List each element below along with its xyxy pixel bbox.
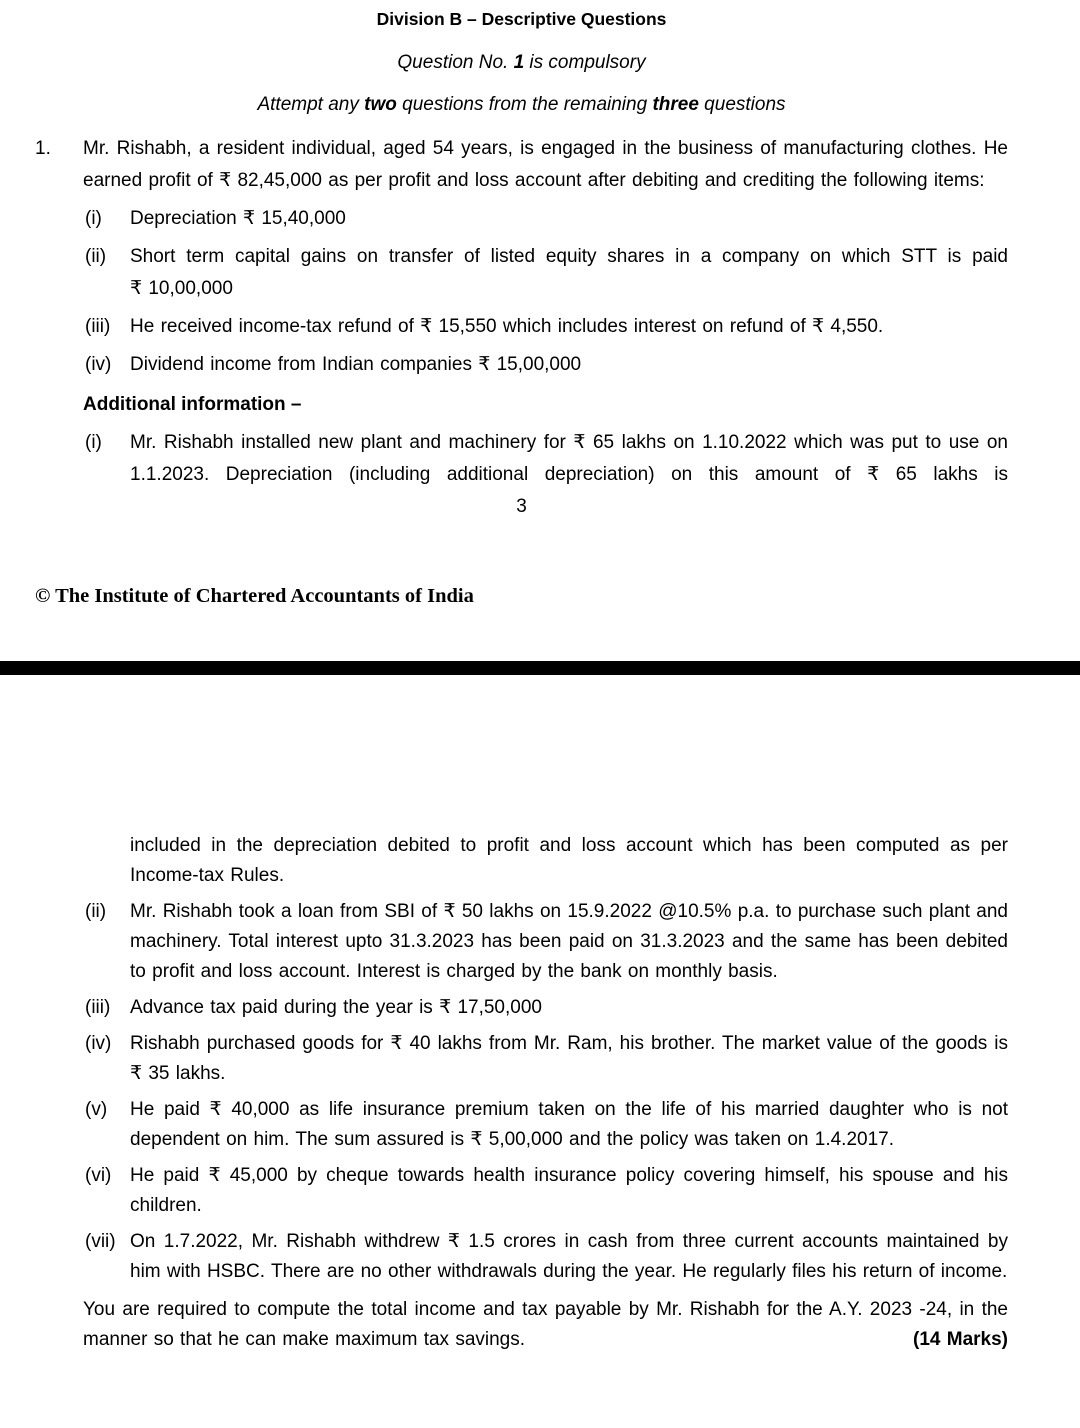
item-label: (vi) bbox=[85, 1165, 112, 1186]
additional-item-i bbox=[35, 427, 1008, 491]
note-attempt-pre: Attempt any bbox=[257, 94, 365, 115]
item-text: He received income-tax refund of ₹ 15,550 which includes interest on refund of ₹ 4,550. bbox=[130, 316, 884, 337]
question-item-ii-contd bbox=[35, 897, 1008, 987]
item-text: Depreciation ₹ 15,40,000 bbox=[130, 208, 346, 229]
item-text: On 1.7.2022, Mr. Rishabh withdrew ₹ 1.5 crores in cash from three current accounts maintained by him with HSBC. There are no other withdrawals during the year. He regularly files his return of income. bbox=[130, 1231, 1008, 1282]
item-label: (iv) bbox=[85, 354, 112, 375]
section-title: Division B – Descriptive Questions bbox=[376, 9, 667, 29]
item-label: (ii) bbox=[85, 246, 107, 267]
question-item-i bbox=[35, 203, 1008, 235]
note-compulsory bbox=[35, 52, 1008, 74]
question-number: 1. bbox=[35, 138, 51, 159]
item-text: Dividend income from Indian companies ₹ 15,00,000 bbox=[130, 354, 582, 375]
question-continuation: included in the depreciation debited to profit and loss account which has been computed as per Income-tax Rules. bbox=[130, 835, 1008, 886]
page-3-fragment bbox=[0, 0, 1080, 608]
item-text: He paid ₹ 40,000 as life insurance premium taken on the life of his married daughter who is not dependent on him. The sum assured is ₹ 5,00,000 and the policy was taken on 1.4.2017. bbox=[130, 1099, 1008, 1150]
note-compulsory-bold: 1 bbox=[513, 52, 525, 73]
page-separator bbox=[0, 661, 1080, 675]
question-item-v-contd bbox=[35, 1095, 1008, 1155]
item-label: (iv) bbox=[85, 1033, 112, 1054]
note-attempt-bold1: two bbox=[364, 94, 397, 115]
question-intro: Mr. Rishabh, a resident individual, aged 54 years, is engaged in the business of manufacturing clothes. He earned profit of ₹ 82,45,000 as per profit and loss account after debiting and crediting the following items: bbox=[83, 138, 1008, 191]
closing-paragraph bbox=[35, 1295, 1008, 1355]
question-item-ii bbox=[35, 241, 1008, 305]
question-1 bbox=[35, 133, 1008, 197]
item-label: (i) bbox=[85, 208, 102, 229]
item-text: Mr. Rishabh took a loan from SBI of ₹ 50 lakhs on 15.9.2022 @10.5% p.a. to purchase such plant and machinery. Total interest upto 31.3.2023 has been paid on 31.3.2023 and the same has been debited to profit and loss account. Interest is charged by the bank on monthly basis. bbox=[130, 901, 1008, 982]
question-item-vi-contd bbox=[35, 1161, 1008, 1221]
item-label: (iii) bbox=[85, 997, 111, 1018]
note-attempt bbox=[35, 94, 1008, 116]
item-label: (vii) bbox=[85, 1231, 116, 1252]
question-item-iii-contd bbox=[35, 993, 1008, 1023]
note-compulsory-post: is compulsory bbox=[524, 52, 646, 73]
copyright-line: © The Institute of Chartered Accountants of India bbox=[35, 585, 474, 607]
note-attempt-bold2: three bbox=[652, 94, 699, 115]
page-4-fragment bbox=[0, 675, 1080, 1355]
item-text: Mr. Rishabh installed new plant and machinery for ₹ 65 lakhs on 1.10.2022 which was put to use on 1.1.2023. Depreciation (including additional depreciation) on this amount of ₹ 65 lakhs is bbox=[130, 432, 1008, 485]
item-label: (v) bbox=[85, 1099, 108, 1120]
item-text: Rishabh purchased goods for ₹ 40 lakhs from Mr. Ram, his brother. The market value of the goods is ₹ 35 lakhs. bbox=[130, 1033, 1008, 1084]
item-text: He paid ₹ 45,000 by cheque towards health insurance policy covering himself, his spouse and his children. bbox=[130, 1165, 1008, 1216]
note-compulsory-pre: Question No. bbox=[397, 52, 514, 73]
additional-info-heading: Additional information – bbox=[83, 394, 302, 415]
item-label: (iii) bbox=[85, 316, 111, 337]
question-item-vii-contd bbox=[35, 1227, 1008, 1287]
item-text: Short term capital gains on transfer of listed equity shares in a company on which STT is paid ₹ 10,00,000 bbox=[130, 246, 1008, 299]
item-text: Advance tax paid during the year is ₹ 17,50,000 bbox=[130, 997, 542, 1018]
item-label: (i) bbox=[85, 432, 102, 453]
page-number: 3 bbox=[516, 496, 527, 517]
closing-text: You are required to compute the total income and tax payable by Mr. Rishabh for the A.Y. 2023 -24, in the manner so that he can make maximum tax savings. bbox=[83, 1299, 1008, 1350]
item-label: (ii) bbox=[85, 901, 107, 922]
marks-label: (14 Marks) bbox=[913, 1329, 1008, 1350]
note-attempt-mid: questions from the remaining bbox=[396, 94, 653, 115]
question-item-iii bbox=[35, 311, 1008, 343]
note-attempt-post: questions bbox=[698, 94, 786, 115]
question-item-iv bbox=[35, 349, 1008, 381]
question-item-iv-contd bbox=[35, 1029, 1008, 1089]
